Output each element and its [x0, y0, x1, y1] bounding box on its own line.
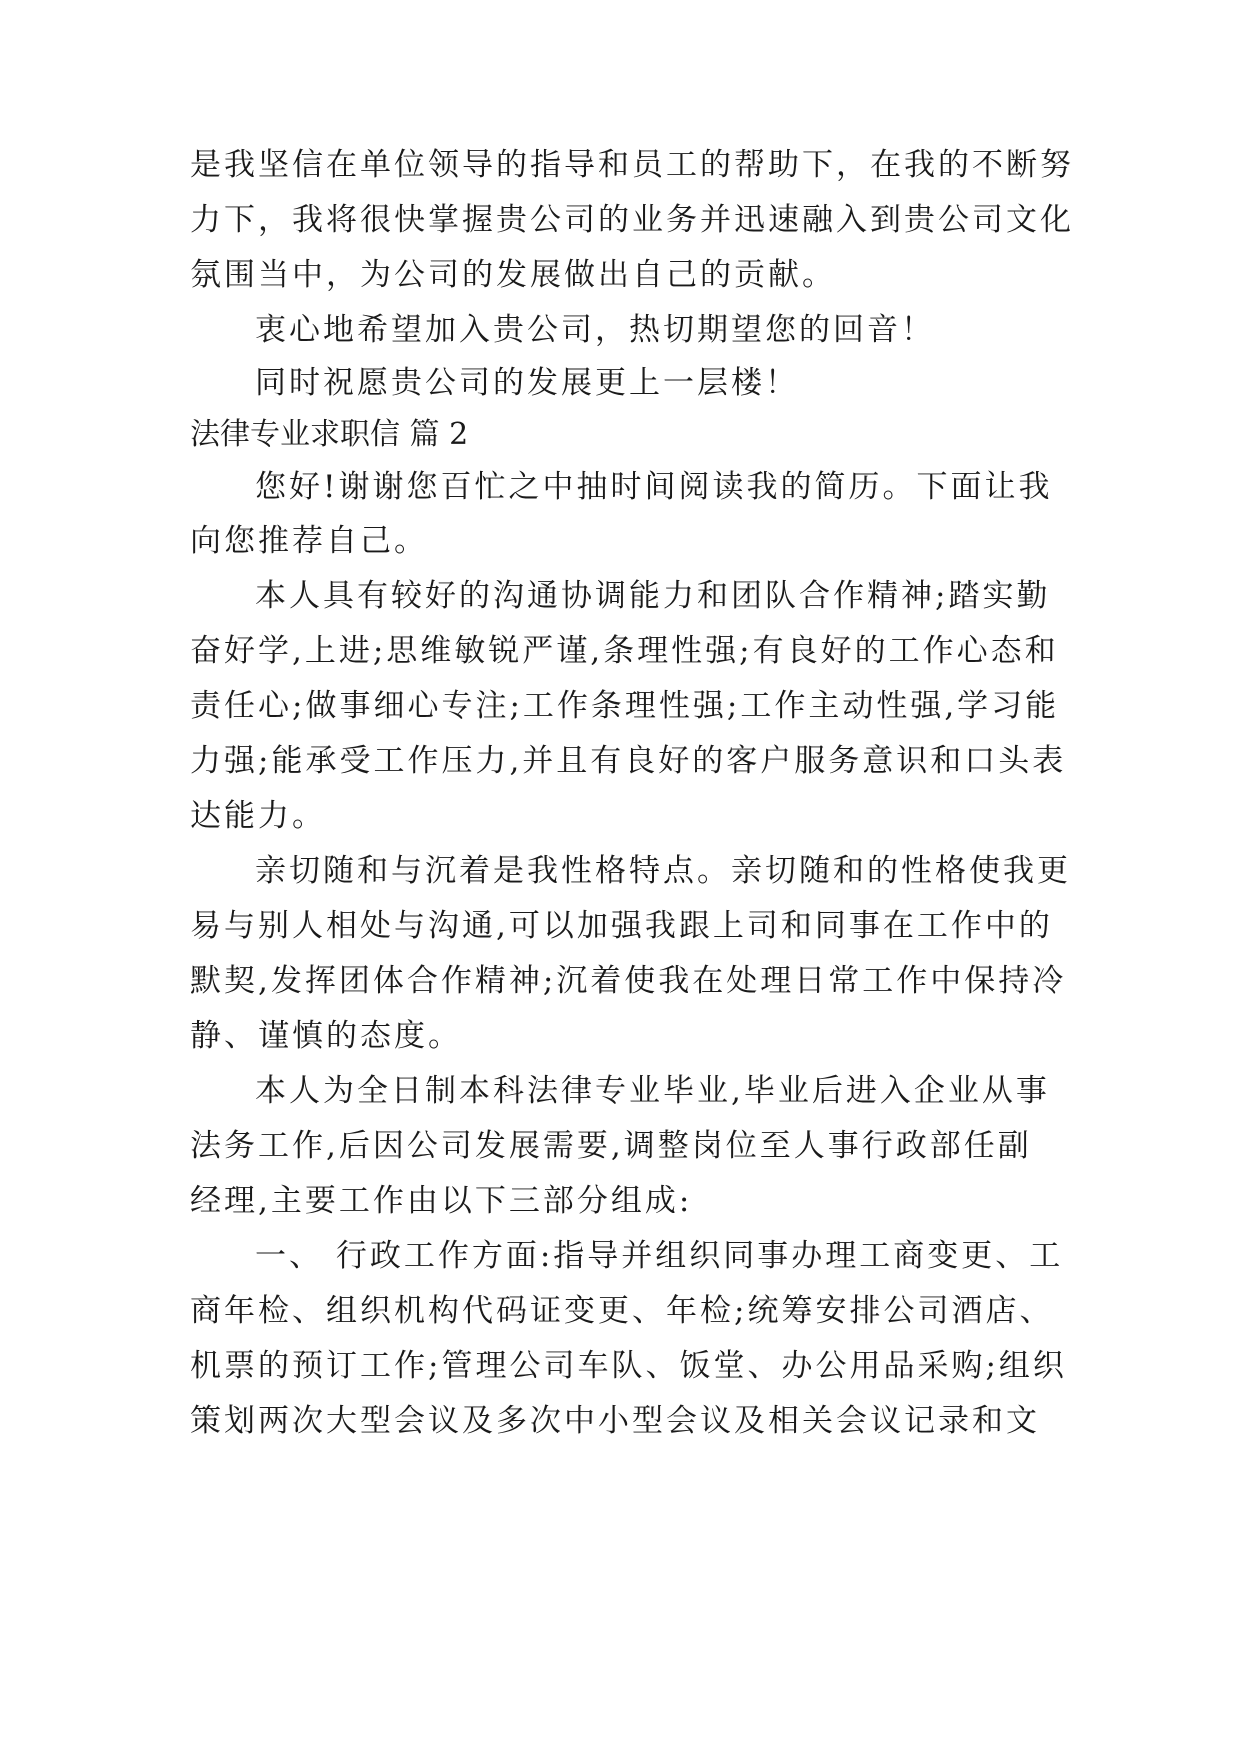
paragraph-line: 亲切随和与沉着是我性格特点。亲切随和的性格使我更 [255, 853, 1071, 889]
section-heading: 法律专业求职信 篇 2 [190, 417, 469, 452]
paragraph-line: 衷心地希望加入贵公司，热切期望您的回音！ [255, 312, 935, 348]
body-text-line: 奋好学,上进;思维敏锐严谨,条理性强;有良好的工作心态和 [190, 633, 1059, 669]
body-text-line: 氛围当中，为公司的发展做出自己的贡献。 [190, 257, 836, 293]
body-text-line: 法务工作,后因公司发展需要,调整岗位至人事行政部任副 [190, 1128, 1032, 1164]
body-text-line: 易与别人相处与沟通,可以加强我跟上司和同事在工作中的 [190, 908, 1053, 944]
paragraph-line: 本人为全日制本科法律专业毕业,毕业后进入企业从事 [255, 1073, 1050, 1109]
body-text-line: 责任心;做事细心专注;工作条理性强;工作主动性强,学习能 [190, 688, 1060, 724]
body-text-line: 默契,发挥团体合作精神;沉着使我在处理日常工作中保持冷 [190, 963, 1067, 999]
body-text-line: 机票的预订工作;管理公司车队、饭堂、办公用品采购;组织 [190, 1348, 1067, 1384]
body-text-line: 达能力。 [190, 798, 326, 834]
body-text-line: 向您推荐自己。 [190, 523, 428, 559]
body-text-line: 力强;能承受工作压力,并且有良好的客户服务意识和口头表 [190, 743, 1067, 779]
body-text-line: 是我坚信在单位领导的指导和员工的帮助下，在我的不断努 [190, 147, 1074, 183]
body-text-line: 力下，我将很快掌握贵公司的业务并迅速融入到贵公司文化 [190, 202, 1074, 238]
paragraph-line: 本人具有较好的沟通协调能力和团队合作精神;踏实勤 [255, 578, 1051, 614]
paragraph-line: 同时祝愿贵公司的发展更上一层楼！ [255, 365, 799, 401]
body-text-line: 经理,主要工作由以下三部分组成: [190, 1183, 693, 1219]
body-text-line: 静、谨慎的态度。 [190, 1018, 462, 1054]
body-text-line: 商年检、组织机构代码证变更、年检;统筹安排公司酒店、 [190, 1293, 1054, 1329]
paragraph-line: 您好!谢谢您百忙之中抽时间阅读我的简历。下面让我 [255, 469, 1053, 505]
paragraph-line: 一、 行政工作方面:指导并组织同事办理工商变更、工 [255, 1238, 1064, 1274]
body-text-line: 策划两次大型会议及多次中小型会议及相关会议记录和文 [190, 1403, 1040, 1439]
